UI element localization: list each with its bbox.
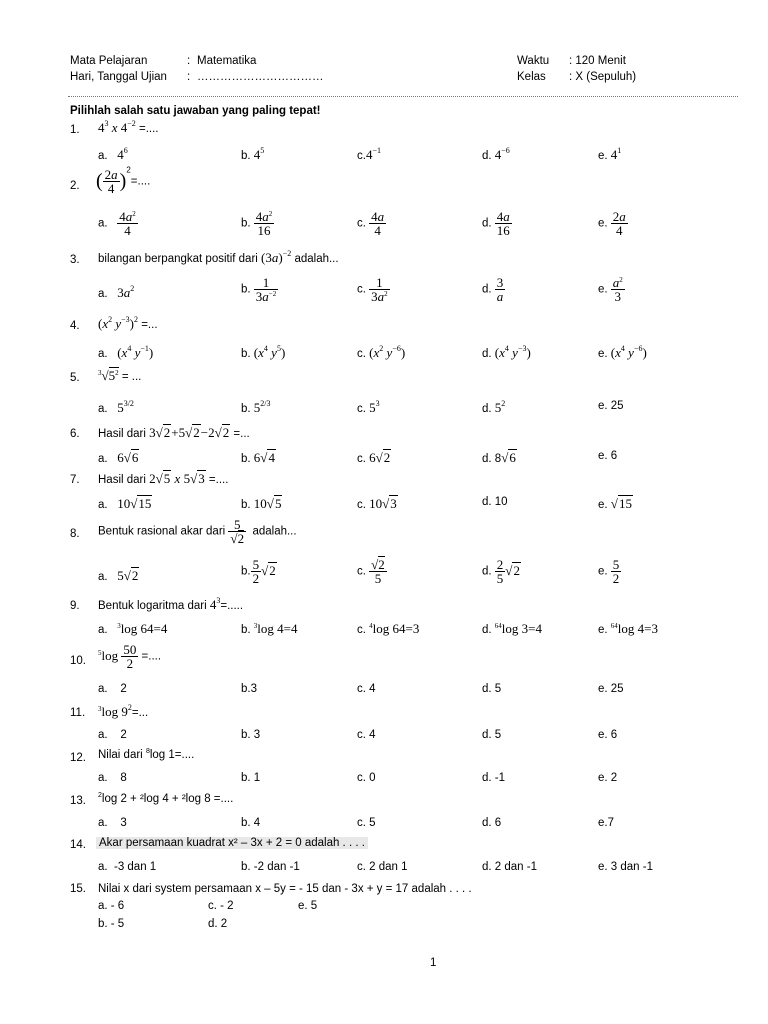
- subject-label: Mata Pelajaran: [70, 55, 148, 67]
- option-c: c. $5^3$: [357, 399, 380, 415]
- time-value: : 120 Menit: [569, 55, 626, 67]
- option-e: e. 6: [598, 729, 618, 741]
- option-e: e. 25: [598, 683, 624, 695]
- option-b: b. $5^{2/3}$: [241, 399, 271, 415]
- question-number: 2.: [70, 180, 80, 192]
- option-e: e. $\frac{a^2}{3}$: [598, 275, 623, 304]
- option-a: a. 2: [98, 729, 127, 741]
- question-number: 12.: [70, 752, 86, 764]
- option-d: d. $^{64}$log 3=4: [482, 621, 542, 636]
- option-e: e. $\frac{2a}{4}$: [598, 209, 626, 238]
- option-b: b. -2 dan -1: [241, 861, 300, 873]
- option-d: d. 10: [482, 496, 508, 508]
- option-b: b. 3: [241, 729, 261, 741]
- option-d: d. $4^{-6}$: [482, 146, 510, 162]
- option-e: e.7: [598, 817, 614, 829]
- option-a: a. $4^6$: [98, 146, 128, 162]
- question-10: $^5$log $\frac{50}{2}$ =....: [98, 642, 162, 671]
- option-e: e. 25: [598, 400, 624, 412]
- option-b: b. $4^5$: [241, 146, 265, 162]
- option-b: b. $\frac{5}{2}$ √2: [241, 557, 276, 586]
- option-d: d. $\frac{2}{5}$ √2: [482, 557, 520, 586]
- option-d: d. 6: [482, 817, 502, 829]
- option-c: c. 2 dan 1: [357, 861, 408, 873]
- option-d: d. ($x^4$ $y^{-3}$): [482, 344, 531, 360]
- question-number: 5.: [70, 372, 80, 384]
- question-5: $^3√5^2$ = ...: [98, 368, 142, 383]
- option-d: d. 8√6: [482, 450, 516, 465]
- question-12: Nilai dari $^8$log 1=....: [98, 748, 195, 761]
- date-value: ……………………………: [197, 71, 324, 83]
- option-c: c. ($x^2$ $y^{-6}$): [357, 344, 406, 360]
- question-number: 10.: [70, 655, 86, 667]
- option-e: e. 3 dan -1: [598, 861, 653, 873]
- page-number: 1: [430, 957, 437, 969]
- option-b: b. ($x^4$ $y^5$): [241, 344, 286, 360]
- option-a: a. 2: [98, 683, 127, 695]
- option-d: d. -1: [482, 772, 506, 784]
- question-number: 8.: [70, 528, 80, 540]
- question-3: bilangan berpangkat positif dari $(3a)^{-2}$ adalah...: [98, 249, 339, 265]
- question-number: 11.: [70, 707, 86, 719]
- class-label: Kelas: [517, 71, 546, 83]
- option-d: d. 5: [482, 729, 502, 741]
- option-a: a. -3 dan 1: [98, 861, 157, 873]
- option-c: c. $\frac{1}{3a^2}$: [357, 275, 388, 304]
- option-b: b. $\frac{4a^2}{16}$: [241, 209, 273, 238]
- question-2: ( $\frac{2a}{4}$ )$^2$=....: [96, 165, 151, 196]
- option-a: a. 3: [98, 817, 127, 829]
- option-e: e. 6: [598, 450, 618, 462]
- option-a: a. 10√15: [98, 496, 152, 511]
- time-label: Waktu: [517, 55, 550, 67]
- question-number: 1.: [70, 124, 80, 136]
- option-b: b. $^3$log 4=4: [241, 621, 298, 636]
- option-e: e. $\frac{5}{2}$: [598, 557, 620, 586]
- option-a: a. - 6: [98, 900, 125, 912]
- question-number: 13.: [70, 795, 86, 807]
- option-c: c. $^4$log 64=3: [357, 621, 420, 636]
- question-number: 15.: [70, 883, 86, 895]
- question-11: $^3$log $9^2=$...: [98, 703, 149, 719]
- option-d: d. 2: [208, 918, 228, 930]
- option-a: a. $3a^2$: [98, 284, 135, 300]
- question-number: 4.: [70, 320, 80, 332]
- option-a: a. 8: [98, 772, 127, 784]
- question-number: 14.: [70, 839, 86, 851]
- question-9: Bentuk logaritma dari $4^3=$.....: [98, 596, 244, 612]
- option-e: e. 5: [298, 900, 318, 912]
- subject-colon: :: [187, 55, 191, 67]
- instruction: Pilihlah salah satu jawaban yang paling tepat!: [70, 105, 321, 117]
- option-b: b. $\frac{1}{3a^{-2}}$: [241, 275, 277, 304]
- option-c: $c.4^{-1}$: [357, 146, 381, 162]
- option-d: d. $\frac{3}{a}$: [482, 275, 504, 304]
- option-c: c. 0: [357, 772, 376, 784]
- option-e: e. 2: [598, 772, 618, 784]
- option-b: b. 1: [241, 772, 261, 784]
- option-a: a. $^3$log 64=4: [98, 621, 168, 636]
- option-a: a. $5^{3/2}$: [98, 399, 134, 415]
- option-e: e. $4^1$: [598, 146, 622, 162]
- option-c: c. - 2: [208, 900, 234, 912]
- date-label: Hari, Tanggal Ujian: [70, 71, 167, 83]
- option-d: d. $5^2$: [482, 399, 506, 415]
- date-colon: :: [187, 71, 191, 83]
- question-13: $^2$log 2 + ²log 4 + ²log 8 =....: [98, 792, 234, 805]
- question-number: 3.: [70, 254, 80, 266]
- option-d: d. 5: [482, 683, 502, 695]
- option-c: c. 4: [357, 683, 376, 695]
- question-1: $4^3$ x $4^{-2}$ =....: [98, 119, 159, 135]
- question-4: ($x^2$ $y^{-3})^2$ =...: [98, 315, 158, 331]
- question-15: Nilai x dari system persamaan x – 5y = - 15 dan - 3x + y = 17 adalah . . . .: [98, 883, 472, 895]
- class-value: : X (Sepuluh): [569, 71, 637, 83]
- option-b: b.3: [241, 683, 257, 695]
- option-b: b. - 5: [98, 918, 125, 930]
- option-b: b. 10√5: [241, 496, 282, 511]
- option-a: a. 6√6: [98, 450, 139, 465]
- option-e: e. $^{64}$log 4=3: [598, 621, 658, 636]
- question-6: Hasil dari 3√2+5√2−2√2 =...: [98, 425, 250, 440]
- question-number: 9.: [70, 600, 80, 612]
- question-7: Hasil dari 2√5 x 5√3 =....: [98, 471, 229, 486]
- question-8: Bentuk rasional akar dari $\frac{5}{√2}$ adalah...: [98, 517, 297, 546]
- question-number: 6.: [70, 428, 80, 440]
- subject-value: Matematika: [197, 55, 257, 67]
- option-e: e. √15: [598, 496, 632, 511]
- option-b: b. 6√4: [241, 450, 275, 465]
- option-e: e. ($x^4$ $y^{-6}$): [598, 344, 647, 360]
- option-c: c. 4: [357, 729, 376, 741]
- option-c: c. $\frac{√2}{5}$: [357, 557, 385, 586]
- option-b: b. 4: [241, 817, 261, 829]
- option-a: a. $\frac{4a^2}{4}$: [98, 209, 136, 238]
- option-d: d. $\frac{4a}{16}$: [482, 209, 510, 238]
- header-divider: [68, 96, 738, 97]
- option-c: c. 10√3: [357, 496, 397, 511]
- question-14: Akar persamaan kuadrat x² – 3x + 2 = 0 adalah . . . .: [96, 837, 368, 849]
- option-a: a. 5√2: [98, 568, 139, 583]
- question-number: 7.: [70, 474, 80, 486]
- option-c: c. $\frac{4a}{4}$: [357, 209, 385, 238]
- option-d: d. 2 dan -1: [482, 861, 537, 873]
- option-c: c. 6√2: [357, 450, 391, 465]
- option-a: a. ($x^4$ $y^{-1}$): [98, 344, 154, 360]
- option-c: c. 5: [357, 817, 376, 829]
